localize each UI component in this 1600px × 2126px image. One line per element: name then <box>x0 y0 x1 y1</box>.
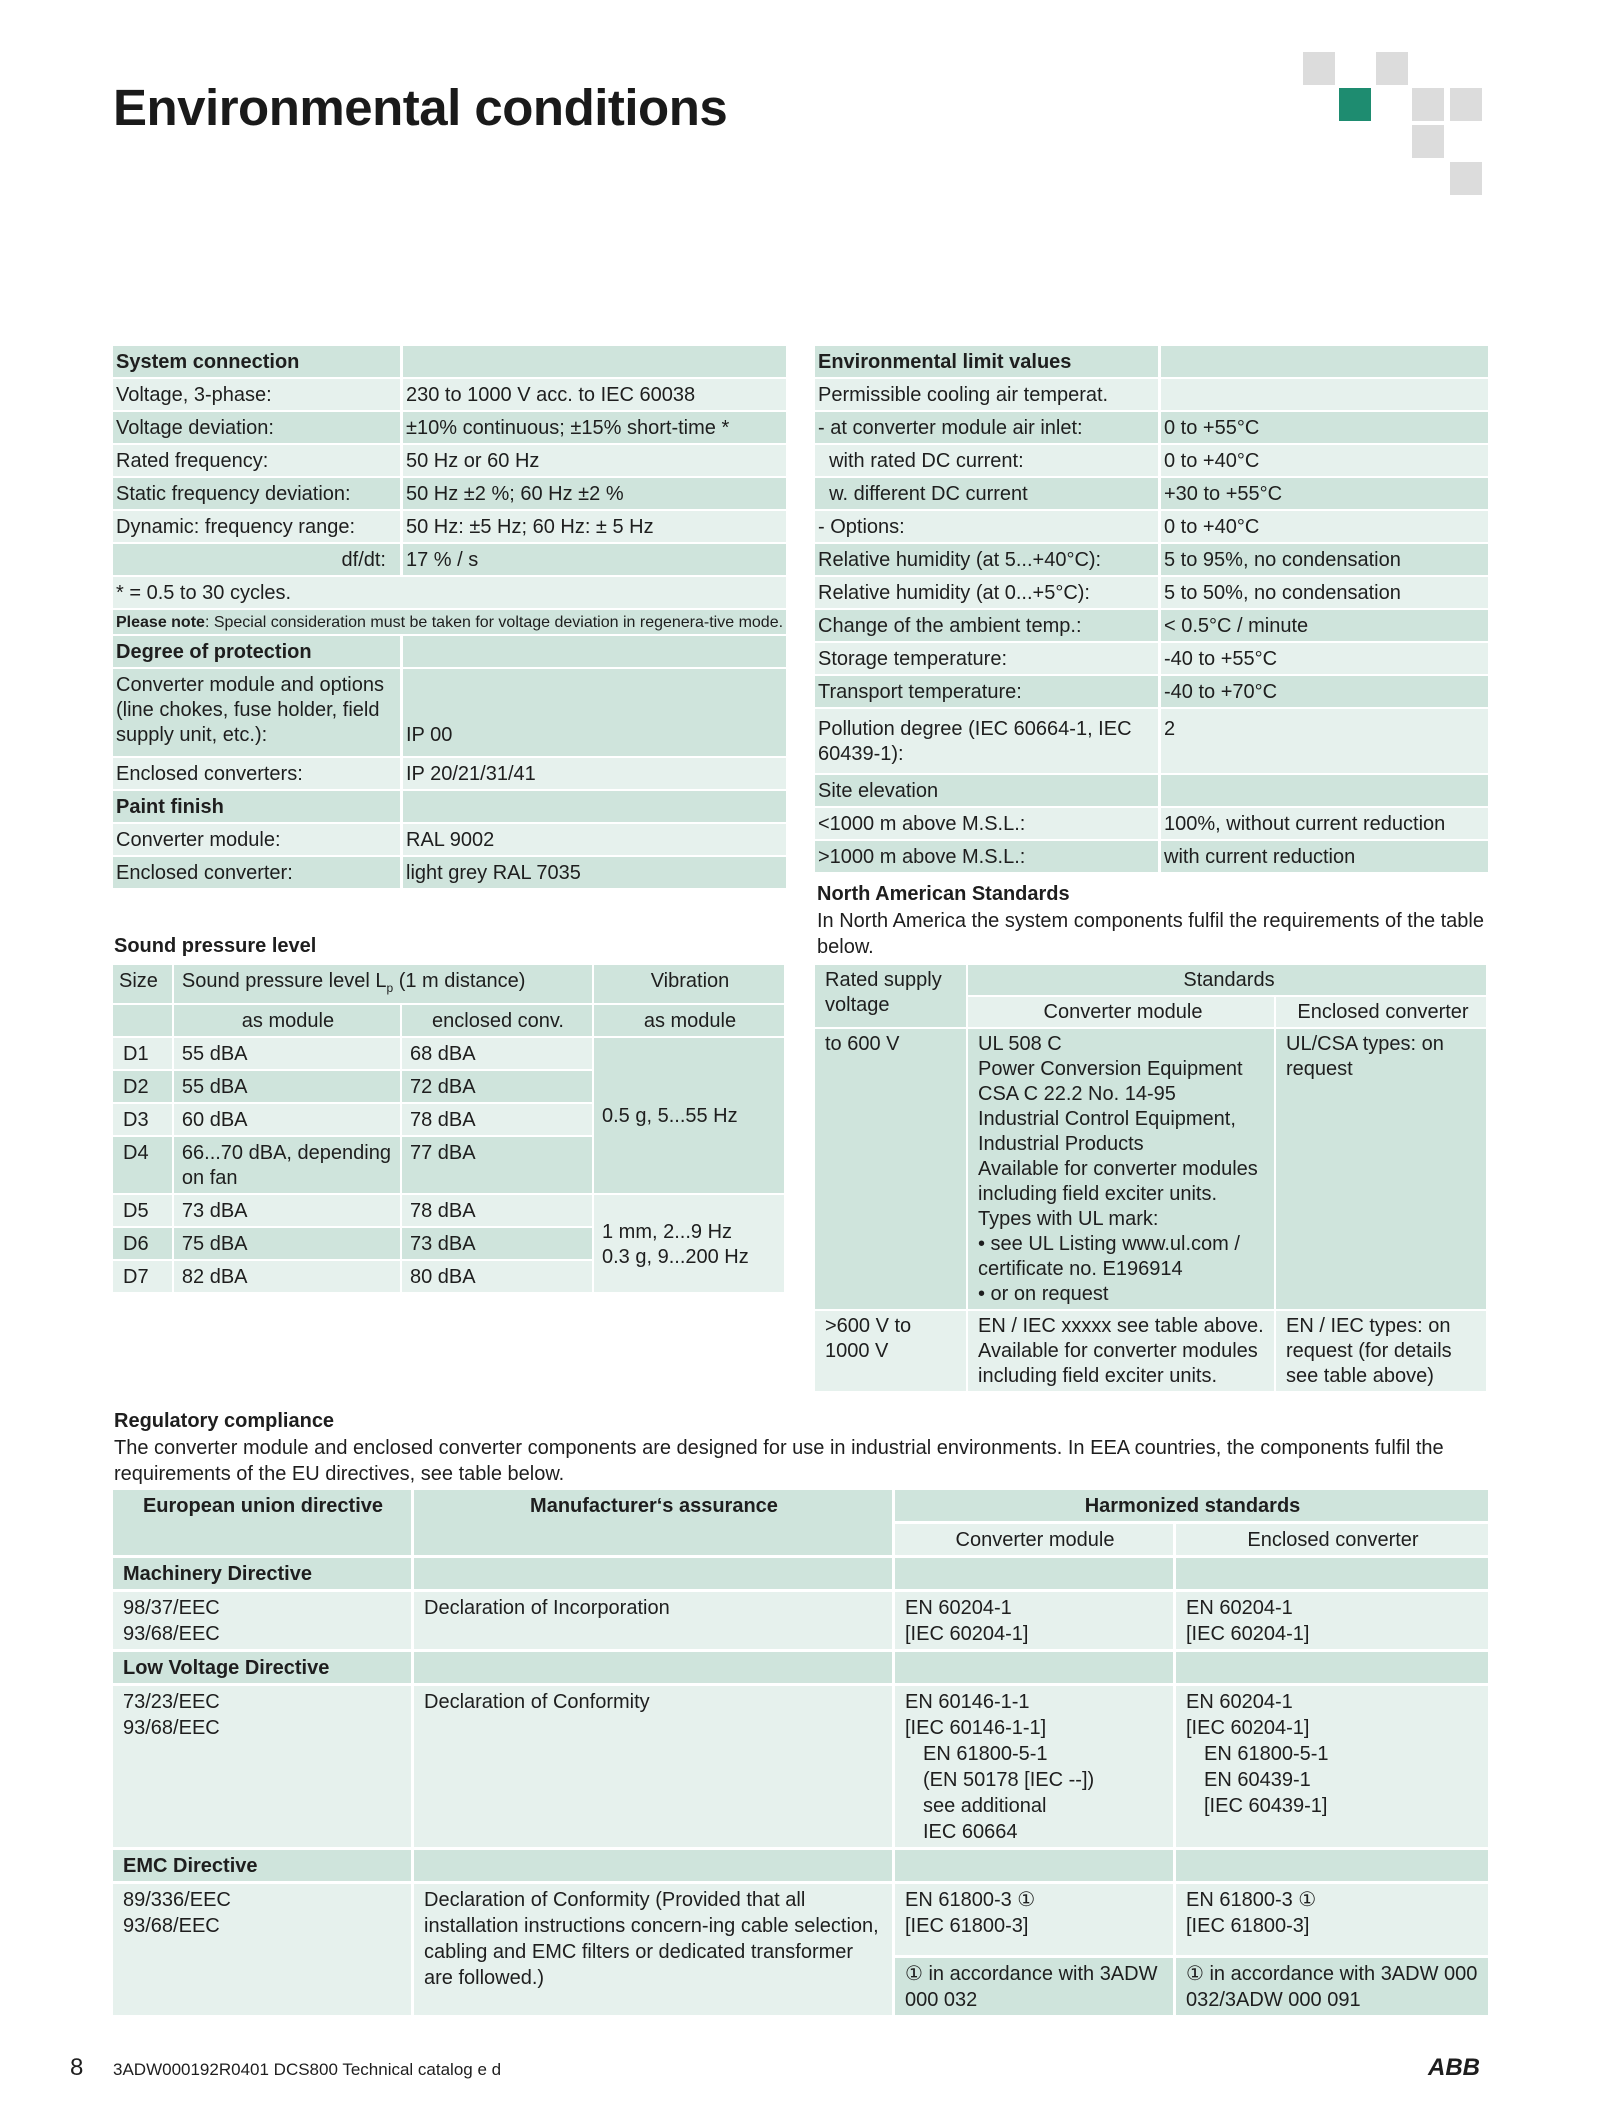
spec-value: IP 00 <box>403 669 786 758</box>
standard-line: [IEC 60204-1] <box>905 1623 1029 1645</box>
standard-line: [IEC 60439-1] <box>1204 1795 1328 1817</box>
sound-pressure-table <box>113 965 786 1294</box>
code-line: 93/68/EEC <box>123 1623 220 1645</box>
spec-label: Voltage, 3-phase: <box>113 379 403 412</box>
directive-name: Low Voltage Directive <box>113 1652 414 1686</box>
section-heading: System connection <box>113 346 403 379</box>
col-header-text: Sound pressure level L <box>181 970 387 992</box>
spec-value: < 0.5°C / minute <box>1161 610 1488 643</box>
standard-line: see additional <box>923 1795 1047 1817</box>
cell-enclosed <box>1176 1686 1491 1850</box>
spec-value: 17 % / s <box>403 544 786 577</box>
cell-module: EN / IEC xxxxx see table above. Available for converter modules including field exciter units. <box>968 1311 1276 1393</box>
module-line: • see UL Listing www.ul.com / <box>978 1233 1240 1255</box>
cell-module <box>895 1686 1176 1850</box>
spec-label: Storage temperature: <box>815 643 1161 676</box>
doc-reference: 3ADW000192R0401 DCS800 Technical catalog e d <box>113 2060 502 2079</box>
cell-size: D7 <box>113 1261 174 1294</box>
cell-size: D5 <box>113 1195 174 1228</box>
col-header: Standards <box>968 965 1488 997</box>
spec-value <box>1161 379 1488 412</box>
spec-label: Site elevation <box>815 775 1161 808</box>
spec-label: Change of the ambient temp.: <box>815 610 1161 643</box>
col-header <box>174 965 594 1005</box>
col-header: Vibration <box>594 965 786 1005</box>
spec-value: 0 to +40°C <box>1161 511 1488 544</box>
cell-enclosed: 73 dBA <box>402 1228 594 1261</box>
cell-size: D3 <box>113 1104 174 1137</box>
standard-line: EN 60146-1-1 <box>905 1691 1030 1713</box>
deco-square <box>1303 52 1335 85</box>
standard-line: [IEC 60204-1] <box>1186 1623 1310 1645</box>
environmental-limits-table <box>815 346 1488 874</box>
page-number: 8 <box>70 2054 84 2081</box>
spec-value: 100%, without current reduction <box>1161 808 1488 841</box>
module-line: UL 508 C <box>978 1033 1062 1055</box>
module-line: Available for converter modules <box>978 1158 1258 1180</box>
spec-value: 0 to +55°C <box>1161 412 1488 445</box>
directive-codes <box>113 1884 414 2018</box>
cell-enclosed <box>1176 1884 1491 1958</box>
deco-square-accent <box>1339 88 1371 121</box>
spec-label: Relative humidity (at 5...+40°C): <box>815 544 1161 577</box>
spec-label: <1000 m above M.S.L.: <box>815 808 1161 841</box>
module-line: Industrial Control Equipment, <box>978 1108 1236 1130</box>
module-line: • or on request <box>978 1283 1109 1305</box>
spec-label: df/dt: <box>113 544 403 577</box>
cell-assurance: Declaration of Conformity <box>414 1686 895 1850</box>
spec-value: with current reduction <box>1161 841 1488 874</box>
directive-codes <box>113 1686 414 1850</box>
note-text: : Special consideration must be taken for voltage deviation in regenera-tive mode. <box>204 614 784 631</box>
standard-line: EN 61800-3 ① <box>1186 1889 1317 1911</box>
table-row <box>815 1029 1488 1311</box>
north-american-table <box>815 965 1488 1393</box>
cell-module: 73 dBA <box>174 1195 402 1228</box>
module-line: including field exciter units. <box>978 1183 1218 1205</box>
module-line: certificate no. E196914 <box>978 1258 1183 1280</box>
spec-value: 2 <box>1161 709 1488 775</box>
sub-header: enclosed conv. <box>402 1005 594 1038</box>
deco-square <box>1412 125 1444 158</box>
deco-square <box>1450 162 1482 195</box>
cell-voltage: to 600 V <box>815 1029 968 1311</box>
standard-line: [IEC 60146-1-1] <box>905 1717 1047 1739</box>
table-row <box>113 1038 786 1071</box>
standard-line: EN 60204-1 <box>1186 1597 1293 1619</box>
cell-enclosed: 78 dBA <box>402 1104 594 1137</box>
spec-label: Relative humidity (at 0...+5°C): <box>815 577 1161 610</box>
col-header: Converter module <box>895 1524 1176 1558</box>
code-line: 98/37/EEC <box>123 1597 220 1619</box>
cell-module: 55 dBA <box>174 1071 402 1104</box>
module-line: Power Conversion Equipment <box>978 1058 1243 1080</box>
code-line: 89/336/EEC <box>123 1889 231 1911</box>
spec-label: Pollution degree (IEC 60664-1, IEC 60439-1): <box>815 709 1161 775</box>
module-line: CSA C 22.2 No. 14-95 <box>978 1083 1176 1105</box>
standard-line: EN 60204-1 <box>1186 1691 1293 1713</box>
code-line: 73/23/EEC <box>123 1691 220 1713</box>
spec-value: light grey RAL 7035 <box>403 857 786 890</box>
spec-label: >1000 m above M.S.L.: <box>815 841 1161 874</box>
cell-module <box>968 1029 1276 1311</box>
deco-square <box>1450 88 1482 121</box>
cell-vibration <box>594 1195 786 1294</box>
spec-value: 5 to 50%, no condensation <box>1161 577 1488 610</box>
cell-vibration: 0.5 g, 5...55 Hz <box>594 1038 786 1195</box>
spec-label: Enclosed converters: <box>113 758 403 791</box>
spec-value: 0 to +40°C <box>1161 445 1488 478</box>
cell-module: 66...70 dBA, depending on fan <box>174 1137 402 1195</box>
spec-label: with rated DC current: <box>815 445 1161 478</box>
page-title: Environmental conditions <box>113 79 728 136</box>
cell-size: D1 <box>113 1038 174 1071</box>
standard-line: [IEC 61800-3] <box>905 1915 1029 1937</box>
col-header: Enclosed converter <box>1276 997 1488 1029</box>
section-heading: Environmental limit values <box>815 346 1161 379</box>
spec-label: Permissible cooling air temperat. <box>815 379 1161 412</box>
cell-module: 82 dBA <box>174 1261 402 1294</box>
spec-value: 50 Hz: ±5 Hz; 60 Hz: ± 5 Hz <box>403 511 786 544</box>
module-line: Types with UL mark: <box>978 1208 1159 1230</box>
vibration-line: 0.3 g, 9...200 Hz <box>601 1245 749 1268</box>
cell-enclosed: UL/CSA types: on request <box>1276 1029 1488 1311</box>
cell-size: D4 <box>113 1137 174 1195</box>
cell-voltage: >600 V to 1000 V <box>815 1311 968 1393</box>
cell-assurance: Declaration of Incorporation <box>414 1592 895 1652</box>
standard-line: EN 61800-5-1 <box>1204 1743 1329 1765</box>
col-header-sub: p <box>386 981 394 995</box>
cell-enclosed: 78 dBA <box>402 1195 594 1228</box>
cell-enclosed: 72 dBA <box>402 1071 594 1104</box>
spec-value: -40 to +55°C <box>1161 643 1488 676</box>
vibration-line: 1 mm, 2...9 Hz <box>601 1220 733 1243</box>
spec-label: Static frequency deviation: <box>113 478 403 511</box>
standard-line: (EN 50178 [IEC --]) <box>923 1769 1095 1791</box>
spec-label: Transport temperature: <box>815 676 1161 709</box>
spec-value: RAL 9002 <box>403 824 786 857</box>
spec-label: Converter module and options (line chokes, fuse holder, field supply unit, etc.): <box>113 669 403 758</box>
standard-line: [IEC 60204-1] <box>1186 1717 1310 1739</box>
spec-value: 230 to 1000 V acc. to IEC 60038 <box>403 379 786 412</box>
spec-label: Converter module: <box>113 824 403 857</box>
spec-value <box>1161 775 1488 808</box>
regulatory-heading: Regulatory compliance <box>114 1410 335 1432</box>
please-note <box>113 610 786 636</box>
standard-line: EN 60204-1 <box>905 1597 1012 1619</box>
sub-header: as module <box>594 1005 786 1038</box>
cell-module: 55 dBA <box>174 1038 402 1071</box>
directive-name: EMC Directive <box>113 1850 414 1884</box>
section-heading: Degree of protection <box>113 636 403 669</box>
cell-enclosed: 77 dBA <box>402 1137 594 1195</box>
table-row <box>113 1884 1491 1958</box>
cell-enclosed: 80 dBA <box>402 1261 594 1294</box>
section-heading: Paint finish <box>113 791 403 824</box>
standard-line: EN 60439-1 <box>1204 1769 1311 1791</box>
standard-line: EN 61800-5-1 <box>923 1743 1048 1765</box>
cell-enclosed: 68 dBA <box>402 1038 594 1071</box>
code-line: 93/68/EEC <box>123 1915 220 1937</box>
directive-name: Machinery Directive <box>113 1558 414 1592</box>
spec-value: ±10% continuous; ±15% short-time * <box>403 412 786 445</box>
col-header: European union directive <box>113 1490 414 1558</box>
col-header: Size <box>113 965 174 1005</box>
col-header: Converter module <box>968 997 1276 1029</box>
cell-enclosed: EN / IEC types: on request (for details see table above) <box>1276 1311 1488 1393</box>
table-row <box>113 1686 1491 1850</box>
regulatory-intro: The converter module and enclosed converter components are designed for use in industrial environments. In EEA countries, the components fulfil the requirements of the EU directives, see table below. <box>114 1437 1444 1485</box>
cell-assurance: Declaration of Conformity (Provided that all installation instructions concern-ing cable selection, cabling and EMC filters or dedicated transformer are followed.) <box>414 1884 895 2018</box>
cell-note: ① in accordance with 3ADW 000 032 <box>895 1958 1176 2018</box>
cell-module: 60 dBA <box>174 1104 402 1137</box>
note-label: Please note <box>116 614 205 631</box>
sound-pressure-heading: Sound pressure level <box>114 935 317 957</box>
deco-square <box>1412 88 1444 121</box>
north-american-intro: In North America the system components fulfil the requirements of the table below. <box>817 910 1484 958</box>
spec-value: 5 to 95%, no condensation <box>1161 544 1488 577</box>
spec-label: w. different DC current <box>815 478 1161 511</box>
north-american-heading: North American Standards <box>817 883 1070 905</box>
col-header: Manufacturer‘s assurance <box>414 1490 895 1558</box>
standard-line: IEC 60664 <box>923 1821 1018 1843</box>
module-line: Industrial Products <box>978 1133 1144 1155</box>
col-header: Rated supply voltage <box>815 965 968 1029</box>
spec-label: - Options: <box>815 511 1161 544</box>
table-row <box>113 1592 1491 1652</box>
spec-label: Voltage deviation: <box>113 412 403 445</box>
cell-module <box>895 1592 1176 1652</box>
col-header: Harmonized standards <box>895 1490 1491 1524</box>
sub-header: as module <box>174 1005 402 1038</box>
cell-size: D2 <box>113 1071 174 1104</box>
col-header-text: (1 m distance) <box>393 970 526 992</box>
directive-codes <box>113 1592 414 1652</box>
spec-label: Rated frequency: <box>113 445 403 478</box>
spec-label: Dynamic: frequency range: <box>113 511 403 544</box>
spec-value: 50 Hz ±2 %; 60 Hz ±2 % <box>403 478 786 511</box>
regulatory-table <box>113 1490 1491 2018</box>
cell-module: 75 dBA <box>174 1228 402 1261</box>
spec-value: -40 to +70°C <box>1161 676 1488 709</box>
cell-module <box>895 1884 1176 1958</box>
spec-value: IP 20/21/31/41 <box>403 758 786 791</box>
code-line: 93/68/EEC <box>123 1717 220 1739</box>
spec-label: - at converter module air inlet: <box>815 412 1161 445</box>
cell-note: ① in accordance with 3ADW 000 032/3ADW 000 091 <box>1176 1958 1491 2018</box>
table-row <box>113 1195 786 1228</box>
standard-line: [IEC 61800-3] <box>1186 1915 1310 1937</box>
spec-value: 50 Hz or 60 Hz <box>403 445 786 478</box>
col-header: Enclosed converter <box>1176 1524 1491 1558</box>
deco-square <box>1376 52 1408 85</box>
spec-value: +30 to +55°C <box>1161 478 1488 511</box>
system-connection-table <box>113 346 786 890</box>
cell-size: D6 <box>113 1228 174 1261</box>
standard-line: EN 61800-3 ① <box>905 1889 1036 1911</box>
abb-logo: ABB <box>1428 2054 1480 2081</box>
table-row <box>815 1311 1488 1393</box>
footnote: * = 0.5 to 30 cycles. <box>113 577 786 610</box>
cell-enclosed <box>1176 1592 1491 1652</box>
spec-label: Enclosed converter: <box>113 857 403 890</box>
